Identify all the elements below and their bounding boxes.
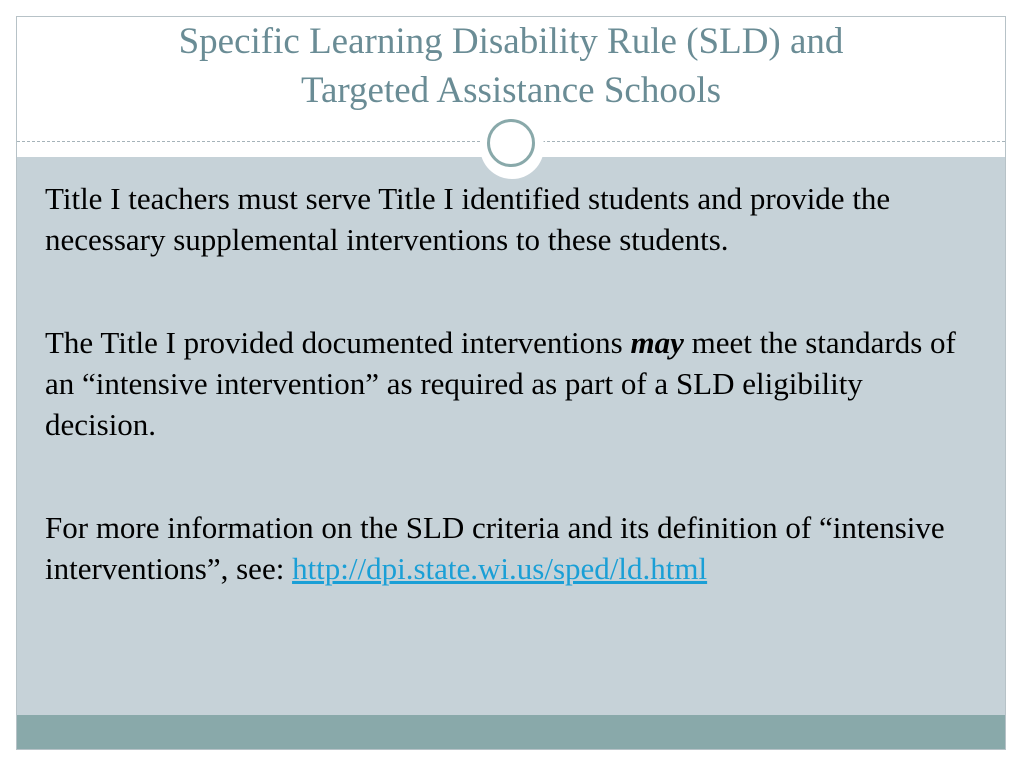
emphasis-may: may [630, 325, 684, 360]
paragraph-text-start: The Title I provided documented interventions [45, 325, 631, 360]
ring-icon [487, 119, 535, 167]
slide-title-line-2: Targeted Assistance Schools [300, 70, 722, 111]
slide-body [45, 178, 980, 589]
paragraph-more-info [45, 507, 980, 589]
slide-title [17, 17, 1005, 115]
slide-title-line-1: Specific Learning Disability Rule (SLD) and [178, 21, 844, 62]
footer-bar [17, 715, 1005, 749]
paragraph-title-one-service: Title I teachers must serve Title I identified students and provide the necessary supplemental interventions to these students. [45, 181, 891, 257]
paragraph-intensive-intervention [45, 322, 980, 445]
more-info-text: For more information on the SLD criteria and its definition of “intensive interventions”, see: [45, 510, 945, 586]
paragraph-text-end: meet the standards of an “intensive intervention” as required as part of a SLD eligibility decision. [45, 325, 956, 442]
sld-info-link[interactable]: http://dpi.state.wi.us/sped/ld.html [292, 551, 708, 586]
